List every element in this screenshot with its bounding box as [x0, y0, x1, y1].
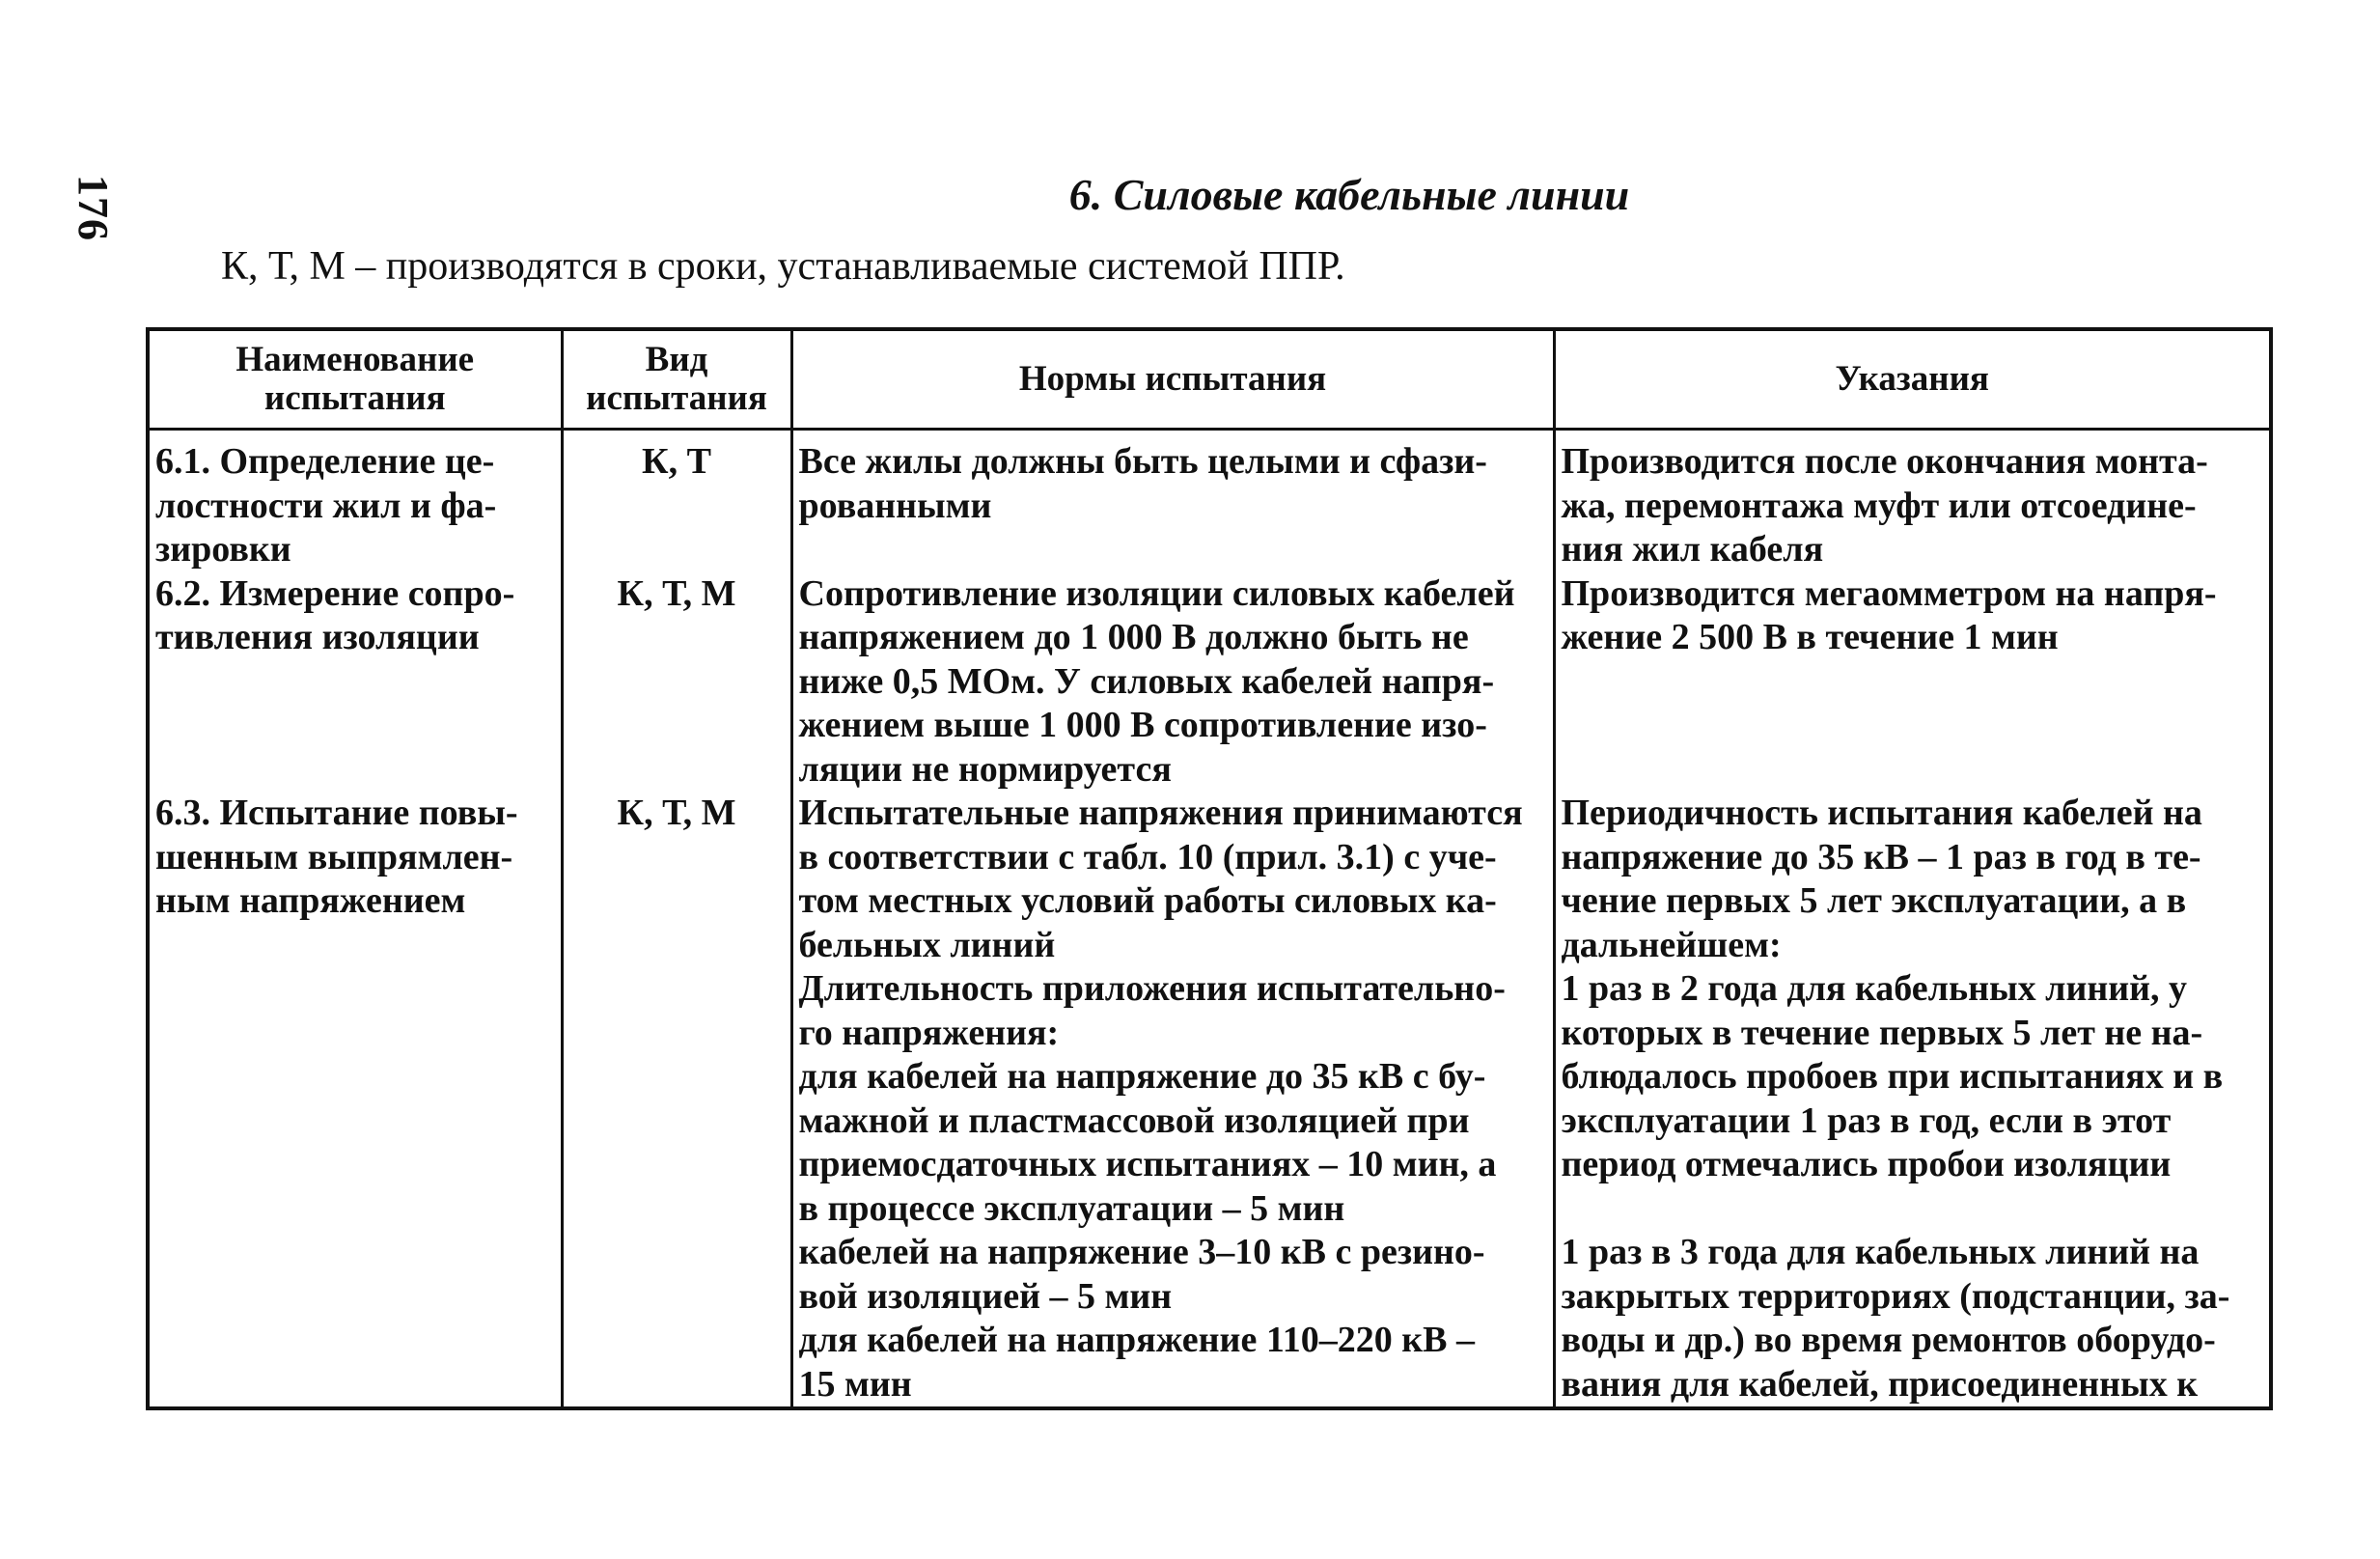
cell-instructions: Периодичность испытания кабелей на напряжение до 35 кВ – 1 раз в год в те- чение первых 5 лет эксплуатации, а в дальнейшем: 1 раз в 2 года для кабельных линий, у которых в течение первых 5 лет не на- блюдалось пробоев при испытаниях и в эксплуатации 1 раз в год, если в этот период отмечались пробои изоляции 1 раз в 3 года для кабельных линий на закрытых территориях (подстанции, за- воды и др.) во время ремонтов оборудо- вания для кабелей, присоединенных к [1554, 792, 2271, 1408]
section-title: 6. Силовые кабельные линии [1068, 170, 1630, 219]
table-row [148, 430, 2271, 572]
cell-test-name: 6.3. Испытание повы- шенным выпрямлен- ным напряжением [148, 792, 562, 1408]
periodicity-note: К, Т, М – производятся в сроки, устанавливаемые системой ППР. [221, 244, 1345, 289]
table-row [148, 792, 2271, 1408]
tests-table [146, 327, 2273, 1410]
header-test-type: Вид испытания [562, 329, 791, 430]
cell-test-norms: Сопротивление изоляции силовых кабелей напряжением до 1 000 В должно быть не ниже 0,5 МОм. У силовых кабелей напря- жением выше 1 000 В сопротивление изо- ляции не нормируется [791, 572, 1554, 793]
cell-test-norms: Испытательные напряжения принимаются в соответствии с табл. 10 (прил. 3.1) с уче- том местных условий работы силовых ка- бельных линий Длительность приложения испытательно- го напряжения: для кабелей на напряжение до 35 кВ с бу- мажной и пластмассовой изоляцией при приемосдаточных испытаниях – 10 мин, а в процессе эксплуатации – 5 мин кабелей на напряжение 3–10 кВ с резино- вой изоляцией – 5 мин для кабелей на напряжение 110–220 кВ – 15 мин [791, 792, 1554, 1408]
header-instructions: Указания [1554, 329, 2271, 430]
cell-test-norms: Все жилы должны быть целыми и сфази- рованными [791, 430, 1554, 572]
cell-test-name: 6.2. Измерение сопро- тивления изоляции [148, 572, 562, 793]
cell-test-type: К, Т, М [562, 572, 791, 793]
cell-instructions: Производится мегаомметром на напря- жение 2 500 В в течение 1 мин [1554, 572, 2271, 793]
cell-test-type: К, Т [562, 430, 791, 572]
header-test-name: Наименование испытания [148, 329, 562, 430]
page-number: 176 [69, 175, 117, 241]
table-row [148, 572, 2271, 793]
cell-test-type: К, Т, М [562, 792, 791, 1408]
cell-test-name: 6.1. Определение це- лостности жил и фа- зировки [148, 430, 562, 572]
cell-instructions: Производится после окончания монта- жа, перемонтажа муфт или отсоедине- ния жил кабеля [1554, 430, 2271, 572]
header-test-norms: Нормы испытания [791, 329, 1554, 430]
table-header-row [148, 329, 2271, 430]
